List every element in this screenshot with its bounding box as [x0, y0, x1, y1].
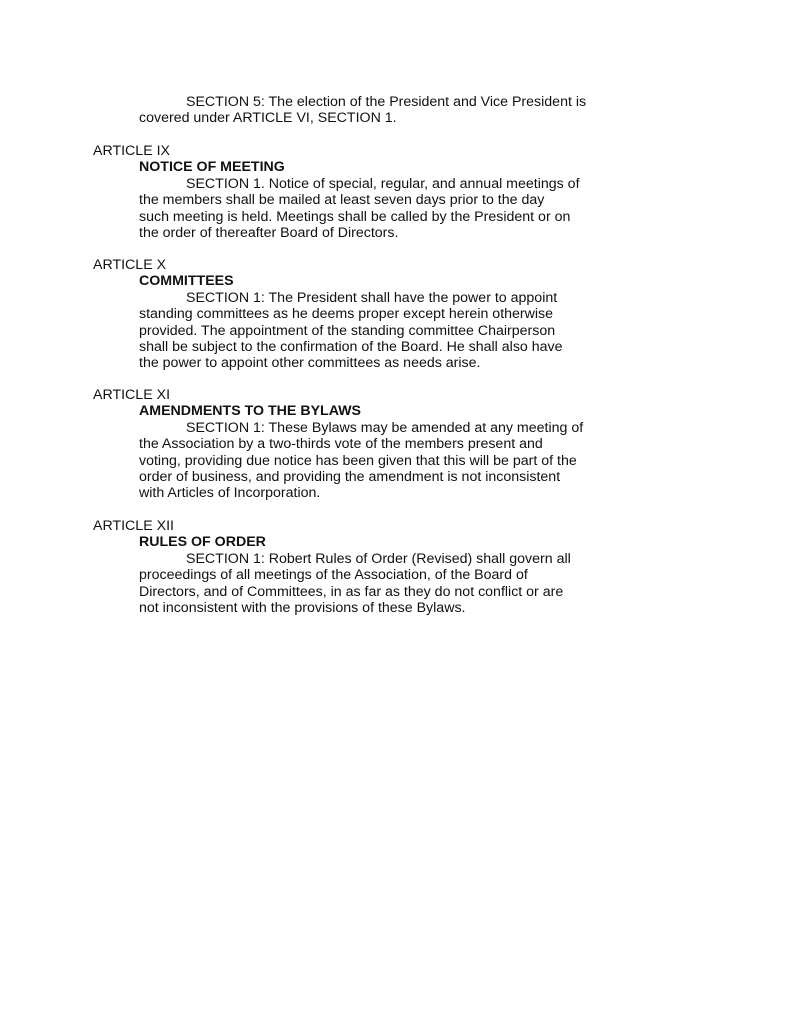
article-title: COMMITTEES	[139, 273, 234, 290]
article-label: ARTICLE IX	[93, 143, 171, 159]
text-line: SECTION 1: The President shall have the power to appoint	[186, 289, 558, 306]
text-line: voting, providing due notice has been given that this will be part of the	[139, 452, 577, 469]
text-line: SECTION 1: Robert Rules of Order (Revised) shall govern all	[186, 550, 571, 567]
text-line: SECTION 1. Notice of special, regular, and annual meetings of	[186, 175, 580, 192]
text-line: the members shall be mailed at least seven days prior to the day	[139, 192, 545, 209]
article-title: NOTICE OF MEETING	[139, 159, 285, 176]
article-title: AMENDMENTS TO THE BYLAWS	[139, 403, 362, 420]
text-line: Directors, and of Committees, in as far as they do not conflict or are	[139, 583, 564, 600]
text-line: the power to appoint other committees as needs arise.	[139, 355, 481, 372]
text-line: not inconsistent with the provisions of these Bylaws.	[139, 600, 466, 617]
article-title: RULES OF ORDER	[139, 534, 266, 551]
intro-text	[139, 94, 591, 127]
text-line: with Articles of Incorporation.	[139, 485, 321, 502]
text-line: such meeting is held. Meetings shall be called by the President or on	[139, 208, 571, 225]
article-body	[139, 420, 591, 502]
text-line: the Association by a two-thirds vote of the members present and	[139, 436, 543, 453]
text-line: order of business, and providing the amendment is not inconsistent	[139, 469, 561, 486]
text-line: standing committees as he deems proper except herein otherwise	[139, 306, 554, 323]
text-line: provided. The appointment of the standing committee Chairperson	[139, 322, 556, 339]
text-line: SECTION 1: These Bylaws may be amended at any meeting of	[186, 419, 584, 436]
article-label: ARTICLE XII	[93, 518, 174, 534]
article-label: ARTICLE XI	[93, 387, 171, 403]
article-body	[139, 290, 591, 372]
text-line: covered under ARTICLE VI, SECTION 1.	[139, 110, 397, 127]
article-body	[139, 551, 591, 617]
text-line: SECTION 5: The election of the President and Vice President is	[186, 94, 587, 110]
article-label: ARTICLE X	[93, 257, 167, 273]
text-line: proceedings of all meetings of the Association, of the Board of	[139, 567, 528, 584]
text-line: shall be subject to the confirmation of the Board. He shall also have	[139, 339, 563, 356]
article-body	[139, 176, 591, 242]
text-line: the order of thereafter Board of Directors.	[139, 225, 399, 242]
